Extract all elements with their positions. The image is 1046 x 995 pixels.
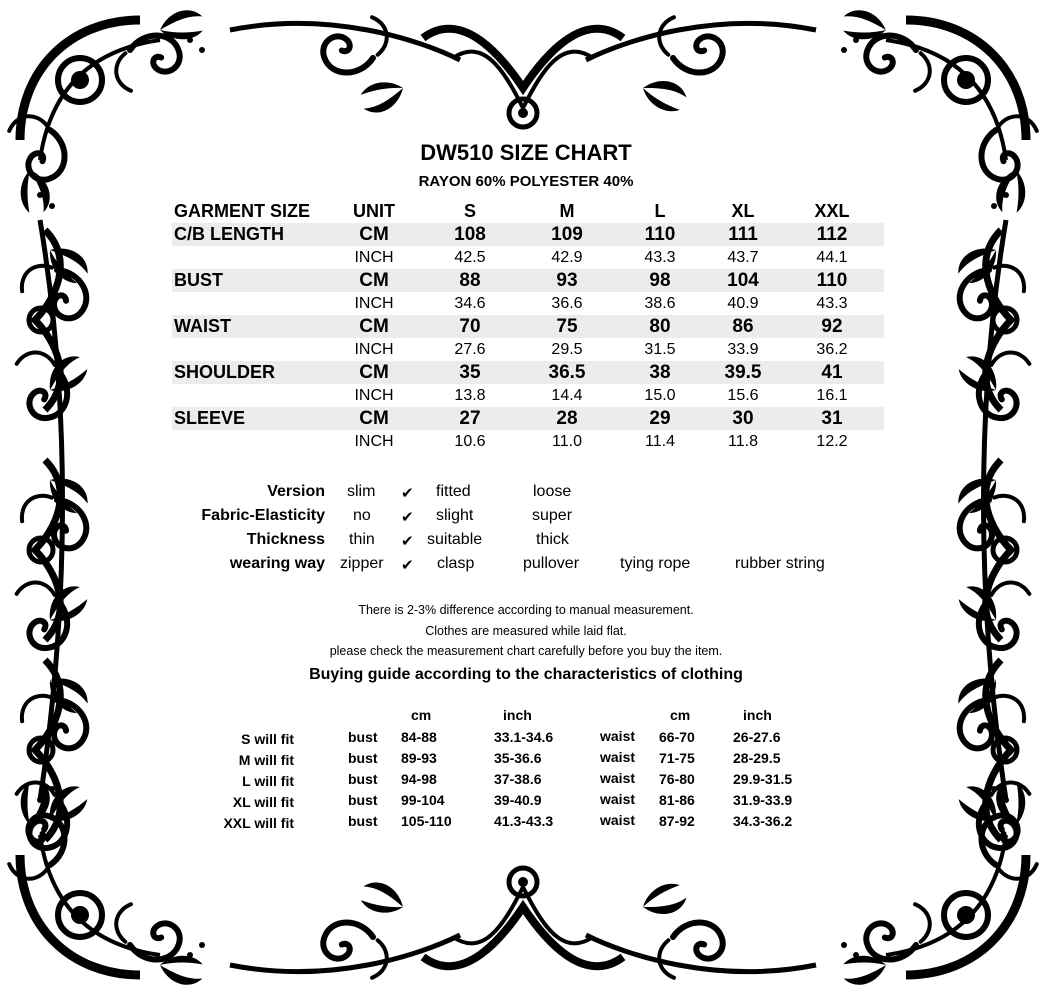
inch-value: 42.5 [454, 249, 486, 266]
inch-value: 11.0 [552, 433, 582, 450]
table-row [172, 246, 884, 269]
table-row [172, 269, 884, 292]
unit-cm: CM [359, 408, 389, 429]
guide-waist-inch-header: inch [743, 707, 772, 723]
table-row [172, 223, 884, 246]
header-size: L [654, 201, 666, 221]
inch-value: 43.7 [727, 249, 759, 266]
table-row [172, 338, 884, 361]
guide-size-fit: L will fit [242, 773, 294, 789]
unit-cm: CM [359, 362, 389, 383]
checkmark-icon: ✔ [401, 485, 414, 502]
checkmark-icon: ✔ [401, 533, 414, 550]
inch-value: 15.6 [727, 387, 759, 404]
table-header-row [172, 200, 884, 223]
header-size: M [559, 201, 575, 221]
guide-waist-label: waist [600, 770, 636, 786]
guide-waist-cm: 81-86 [659, 792, 695, 808]
checkmark-icon: ✔ [401, 557, 414, 574]
cm-value: 39.5 [724, 362, 762, 383]
unit-inch: INCH [354, 433, 394, 450]
guide-waist-cm: 87-92 [659, 813, 695, 829]
inch-value: 31.5 [644, 341, 676, 358]
inch-value: 27.6 [454, 341, 486, 358]
inch-value: 10.6 [454, 433, 486, 450]
header-garment-size: GARMENT SIZE [174, 201, 311, 221]
attribute-option: tying rope [620, 555, 691, 572]
attribute-option: super [532, 507, 573, 524]
unit-cm: CM [359, 316, 389, 337]
attribute-option: zipper [340, 555, 384, 572]
guide-bust-cm: 105-110 [401, 813, 452, 829]
unit-cm: CM [359, 270, 389, 291]
guide-waist-inch: 26-27.6 [733, 729, 781, 745]
table-row [172, 384, 884, 407]
inch-value: 34.6 [454, 295, 486, 312]
cm-value: 109 [551, 224, 583, 245]
table-row [172, 430, 884, 453]
cm-value: 70 [459, 316, 481, 337]
guide-bust-label: bust [348, 813, 378, 829]
guide-waist-cm: 71-75 [659, 750, 695, 766]
inch-value: 12.2 [816, 433, 848, 450]
attribute-label: Fabric-Elasticity [201, 507, 325, 524]
guide-bust-inch: 41.3-43.3 [494, 813, 554, 829]
cm-value: 93 [556, 270, 578, 291]
inch-value: 11.4 [645, 433, 675, 450]
cm-value: 112 [816, 224, 848, 245]
guide-size-fit: S will fit [241, 731, 294, 747]
size-table [172, 200, 884, 453]
inch-value: 43.3 [816, 295, 848, 312]
cm-value: 110 [816, 270, 848, 291]
cm-value: 36.5 [548, 362, 586, 383]
unit-cm: CM [359, 224, 389, 245]
attribute-option: loose [533, 483, 572, 500]
inch-value: 44.1 [816, 249, 848, 266]
inch-value: 13.8 [454, 387, 486, 404]
unit-inch: INCH [354, 295, 394, 312]
attribute-option: suitable [427, 531, 483, 548]
guide-waist-label: waist [600, 812, 636, 828]
inch-value: 16.1 [816, 387, 848, 404]
guide-bust-cm: 89-93 [401, 750, 437, 766]
cm-value: 92 [821, 316, 843, 337]
guide-waist-inch: 34.3-36.2 [733, 813, 793, 829]
inch-value: 36.6 [551, 295, 583, 312]
cm-value: 29 [649, 408, 671, 429]
guide-waist-inch: 31.9-33.9 [733, 792, 793, 808]
inch-value: 15.0 [644, 387, 676, 404]
guide-size-fit: XL will fit [232, 794, 294, 810]
checkmark-icon: ✔ [401, 509, 414, 526]
cm-value: 38 [649, 362, 671, 383]
guide-bust-cm-header: cm [411, 707, 432, 723]
buying-guide-title: Buying guide according to the characteristics of clothing [309, 666, 743, 683]
unit-inch: INCH [354, 387, 394, 404]
guide-waist-label: waist [600, 791, 636, 807]
cm-value: 75 [556, 316, 578, 337]
guide-size-fit: M will fit [238, 752, 294, 768]
header-size: XXL [814, 201, 850, 221]
guide-bust-cm: 94-98 [401, 771, 437, 787]
cm-value: 111 [728, 224, 758, 245]
attribute-option: slim [347, 483, 376, 500]
guide-bust-inch: 37-38.6 [494, 771, 542, 787]
cm-value: 35 [459, 362, 481, 383]
cm-value: 104 [727, 270, 759, 291]
guide-size-fit: XXL will fit [223, 815, 294, 831]
guide-waist-cm: 76-80 [659, 771, 695, 787]
cm-value: 80 [649, 316, 671, 337]
inch-value: 40.9 [727, 295, 759, 312]
attribute-option: rubber string [735, 555, 825, 572]
guide-bust-inch-header: inch [503, 707, 532, 723]
cm-value: 108 [454, 224, 486, 245]
cm-value: 30 [732, 408, 754, 429]
table-row [172, 292, 884, 315]
attribute-option: fitted [436, 483, 471, 500]
inch-value: 36.2 [816, 341, 848, 358]
guide-bust-inch: 35-36.6 [494, 750, 542, 766]
guide-waist-label: waist [600, 728, 636, 744]
inch-value: 43.3 [644, 249, 676, 266]
guide-bust-inch: 33.1-34.6 [494, 729, 554, 745]
note-line: please check the measurement chart carefully before you buy the item. [329, 644, 723, 658]
header-size: XL [731, 201, 755, 221]
guide-waist-cm: 66-70 [659, 729, 695, 745]
cm-value: 31 [821, 408, 843, 429]
attribute-label: wearing way [229, 555, 325, 572]
guide-bust-label: bust [348, 750, 378, 766]
guide-bust-cm: 84-88 [401, 729, 437, 745]
attribute-option: thick [536, 531, 569, 548]
measurement-label: SHOULDER [174, 362, 276, 382]
cm-value: 98 [649, 270, 671, 291]
guide-bust-label: bust [348, 771, 378, 787]
note-line: Clothes are measured while laid flat. [425, 624, 627, 638]
table-row [172, 315, 884, 338]
cm-value: 86 [732, 316, 754, 337]
guide-waist-inch: 29.9-31.5 [733, 771, 793, 787]
measurement-label: C/B LENGTH [174, 224, 284, 244]
guide-waist-inch: 28-29.5 [733, 750, 781, 766]
guide-bust-inch: 39-40.9 [494, 792, 542, 808]
attribute-label: Thickness [246, 531, 325, 548]
table-row [172, 407, 884, 430]
measurement-label: BUST [174, 270, 223, 290]
header-size: S [463, 201, 477, 221]
inch-value: 29.5 [551, 341, 583, 358]
guide-bust-cm: 99-104 [401, 792, 445, 808]
guide-waist-cm-header: cm [670, 707, 691, 723]
inch-value: 42.9 [551, 249, 583, 266]
chart-title: DW510 SIZE CHART [420, 140, 632, 165]
measurement-label: WAIST [174, 316, 231, 336]
attribute-label: Version [267, 483, 325, 500]
attribute-option: slight [436, 507, 474, 524]
cm-value: 27 [459, 408, 481, 429]
unit-inch: INCH [354, 249, 394, 266]
cm-value: 88 [459, 270, 481, 291]
table-row [172, 361, 884, 384]
attribute-option: no [353, 507, 371, 524]
inch-value: 38.6 [644, 295, 676, 312]
attribute-option: thin [349, 531, 375, 548]
cm-value: 41 [821, 362, 843, 383]
inch-value: 33.9 [727, 341, 759, 358]
cm-value: 110 [644, 224, 676, 245]
note-line: There is 2-3% difference according to manual measurement. [358, 603, 694, 617]
header-unit: UNIT [353, 201, 395, 221]
attribute-option: clasp [437, 555, 475, 572]
fabric-composition: RAYON 60% POLYESTER 40% [418, 173, 634, 190]
guide-bust-label: bust [348, 792, 378, 808]
attribute-option: pullover [523, 555, 580, 572]
unit-inch: INCH [354, 341, 394, 358]
cm-value: 28 [556, 408, 578, 429]
guide-bust-label: bust [348, 729, 378, 745]
inch-value: 14.4 [551, 387, 583, 404]
measurement-label: SLEEVE [174, 408, 246, 428]
guide-waist-label: waist [600, 749, 636, 765]
inch-value: 11.8 [728, 433, 758, 450]
